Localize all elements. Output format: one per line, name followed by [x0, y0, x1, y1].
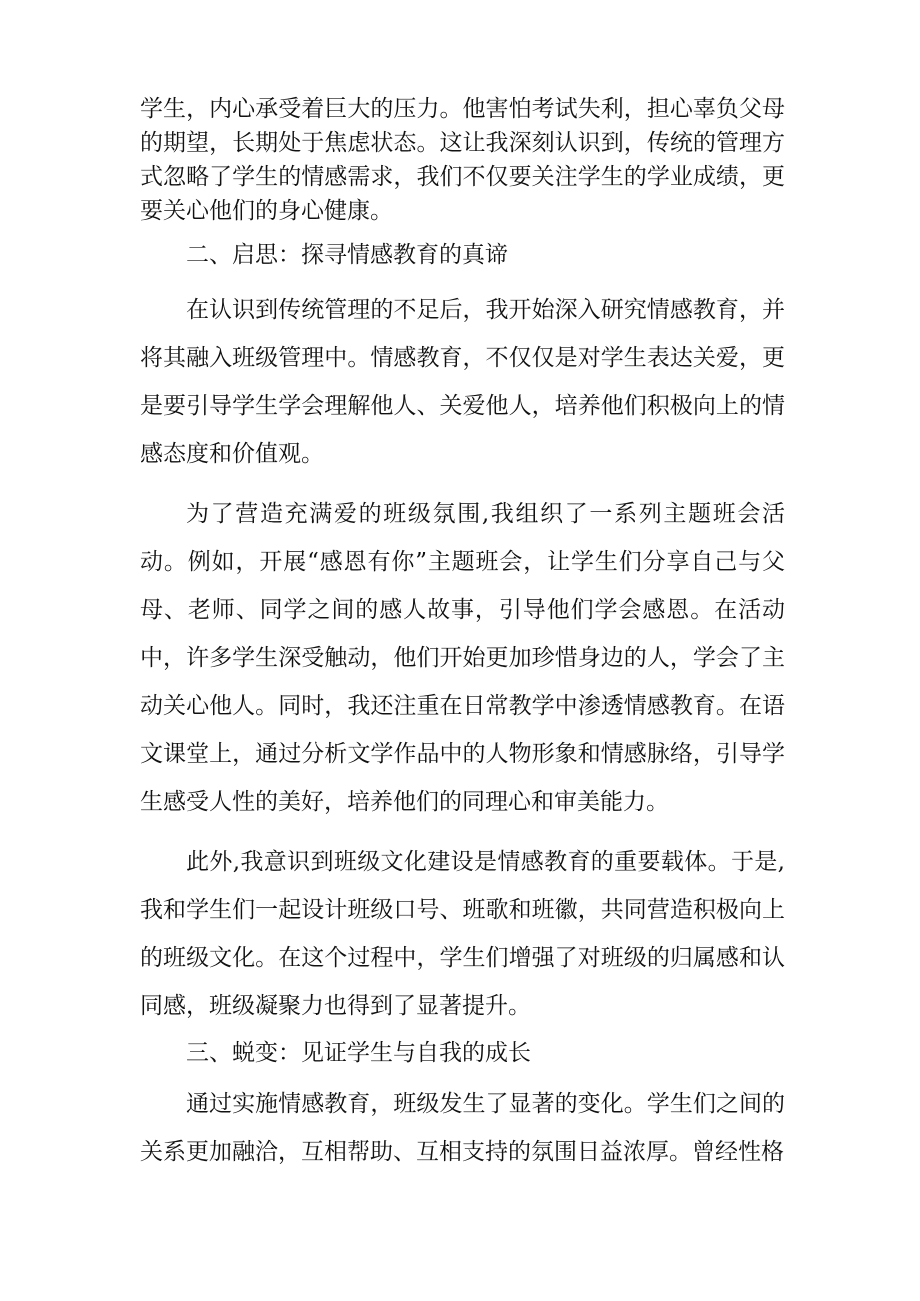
intro-paragraph: 学生，内心承受着巨大的压力。他害怕考试失利，担心辜负父母的期望，长期处于焦虑状态。这让我深刻认识到，传统的管理方式忽略了学生的情感需求，我们不仅要关注学生的学业成绩，更要关心他们的身心健康。 — [140, 96, 785, 224]
section-2-paragraph: 为了营造充满爱的班级氛围,我组织了一系列主题班会活动。例如，开展“感恩有你”主题班会，让学生们分享自己与父母、老师、同学之间的感人故事，引导他们学会感恩。在活动中，许多学生深受触动，他们开始更加珍惜身边的人，学会了主动关心他人。同时，我还注重在日常教学中渗透情感教育。在语文课堂上，通过分析文学作品中的人物形象和情感脉络，引导学生感受人性的美好，培养他们的同理心和审美能力。 — [140, 501, 785, 815]
intro-section — [140, 92, 785, 228]
section-3-paragraph: 通过实施情感教育，班级发生了显著的变化。学生们之间的关系更加融洽，互相帮助、互相支持的氛围日益浓厚。曾经性格 — [140, 1091, 785, 1165]
section-2-paragraph: 在认识到传统管理的不足后，我开始深入研究情感教育，并将其融入班级管理中。情感教育，不仅仅是对学生表达关爱，更是要引导学生学会理解他人、关爱他人，培养他们积极向上的情感态度和价值观。 — [140, 297, 785, 467]
section-3-heading: 三、蜕变：见证学生与自我的成长 — [186, 1040, 531, 1066]
section-2-paragraph: 此外,我意识到班级文化建设是情感教育的重要载体。于是,我和学生们一起设计班级口号、班歌和班徽，共同营造积极向上的班级文化。在这个过程中，学生们增强了对班级的归属感和认同感，班级凝聚力也得到了显著提升。 — [140, 849, 785, 1019]
document-page — [140, 92, 785, 1176]
section-2-heading: 二、启思：探寻情感教育的真谛 — [186, 242, 508, 268]
